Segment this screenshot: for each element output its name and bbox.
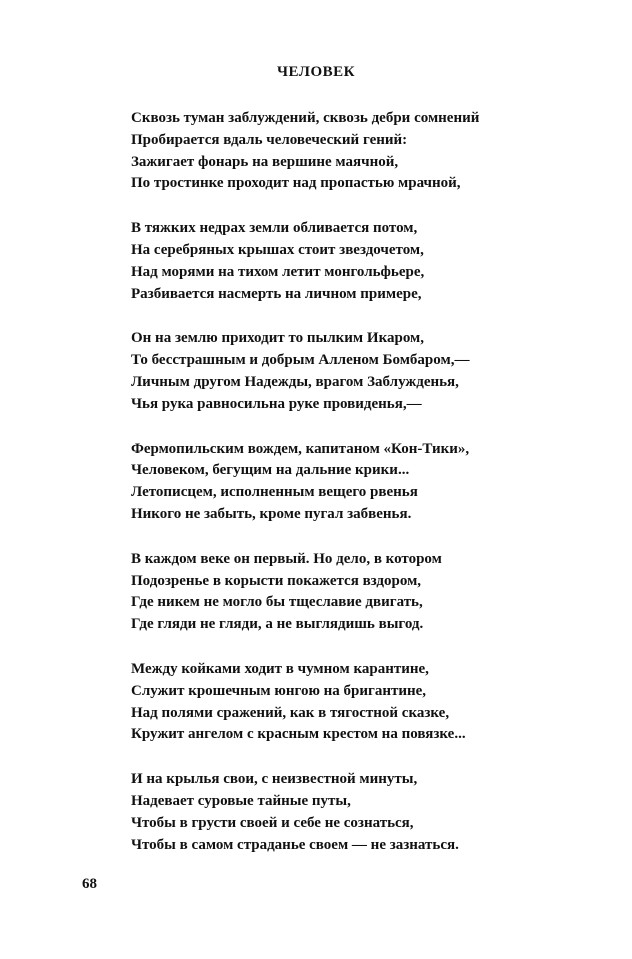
poem-line: И на крылья свои, с неизвестной минуты, xyxy=(131,771,418,788)
poem-line: Фермопильским вождем, капитаном «Кон-Тики», xyxy=(131,440,470,457)
poem-line: Над морями на тихом летит монгольфьере, xyxy=(131,263,425,280)
poem-line: Над полями сражений, как в тягостной сказке, xyxy=(131,704,450,721)
stanza-7 xyxy=(131,769,571,856)
poem-line: В тяжких недрах земли обливается потом, xyxy=(131,220,418,237)
poem-line: Никого не забыть, кроме пугал забвенья. xyxy=(131,505,412,522)
poem-line: Подозренье в корысти покажется вздором, xyxy=(131,572,422,589)
poem-line: Служит крошечным юнгою на бригантине, xyxy=(131,682,427,699)
poem-title: ЧЕЛОВЕК xyxy=(276,64,356,80)
poem-line: Надевает суровые тайные путы, xyxy=(131,792,351,809)
page-number: 68 xyxy=(82,876,97,892)
stanza-3 xyxy=(131,328,571,415)
stanza-1 xyxy=(131,108,571,195)
poem-line: Личным другом Надежды, врагом Заблужденья, xyxy=(131,373,459,390)
poem-body xyxy=(131,108,571,879)
poem-line: На серебряных крышах стоит звездочетом, xyxy=(131,241,424,258)
poem-line: Кружит ангелом с красным крестом на повязке... xyxy=(131,726,466,743)
poem-line: В каждом веке он первый. Но дело, в котором xyxy=(131,550,442,567)
poem-line: То бесстрашным и добрым Алленом Бомбаром,— xyxy=(131,352,470,369)
poem-line: По тростинке проходит над пропастью мрачной, xyxy=(131,175,461,192)
poem-line: Где никем не могло бы тщеславие двигать, xyxy=(131,594,423,611)
poem-line: Пробирается вдаль человеческий гений: xyxy=(131,131,408,148)
poem-line: Где гляди не гляди, а не выглядишь выгод. xyxy=(131,616,424,633)
poem-line: Сквозь туман заблуждений, сквозь дебри сомнений xyxy=(131,110,480,126)
stanza-4 xyxy=(131,439,571,526)
poem-line: Разбивается насмерть на личном примере, xyxy=(131,285,422,302)
poem-line: Чья рука равносильна руке провиденья,— xyxy=(131,395,422,412)
poem-line: Человеком, бегущим на дальние крики... xyxy=(131,462,410,479)
poem-line: Он на землю приходит то пылким Икаром, xyxy=(131,330,425,347)
poem-line: Зажигает фонарь на вершине маячной, xyxy=(131,153,399,170)
poem-line: Летописцем, исполненным вещего рвенья xyxy=(131,484,418,501)
poem-line: Чтобы в грусти своей и себе не сознаться, xyxy=(131,814,414,831)
poem-line: Между койками ходит в чумном карантине, xyxy=(131,660,429,677)
poem-line: Чтобы в самом страданье своем — не зазнаться. xyxy=(131,836,459,853)
stanza-2 xyxy=(131,218,571,305)
stanza-5 xyxy=(131,549,571,636)
stanza-6 xyxy=(131,659,571,746)
